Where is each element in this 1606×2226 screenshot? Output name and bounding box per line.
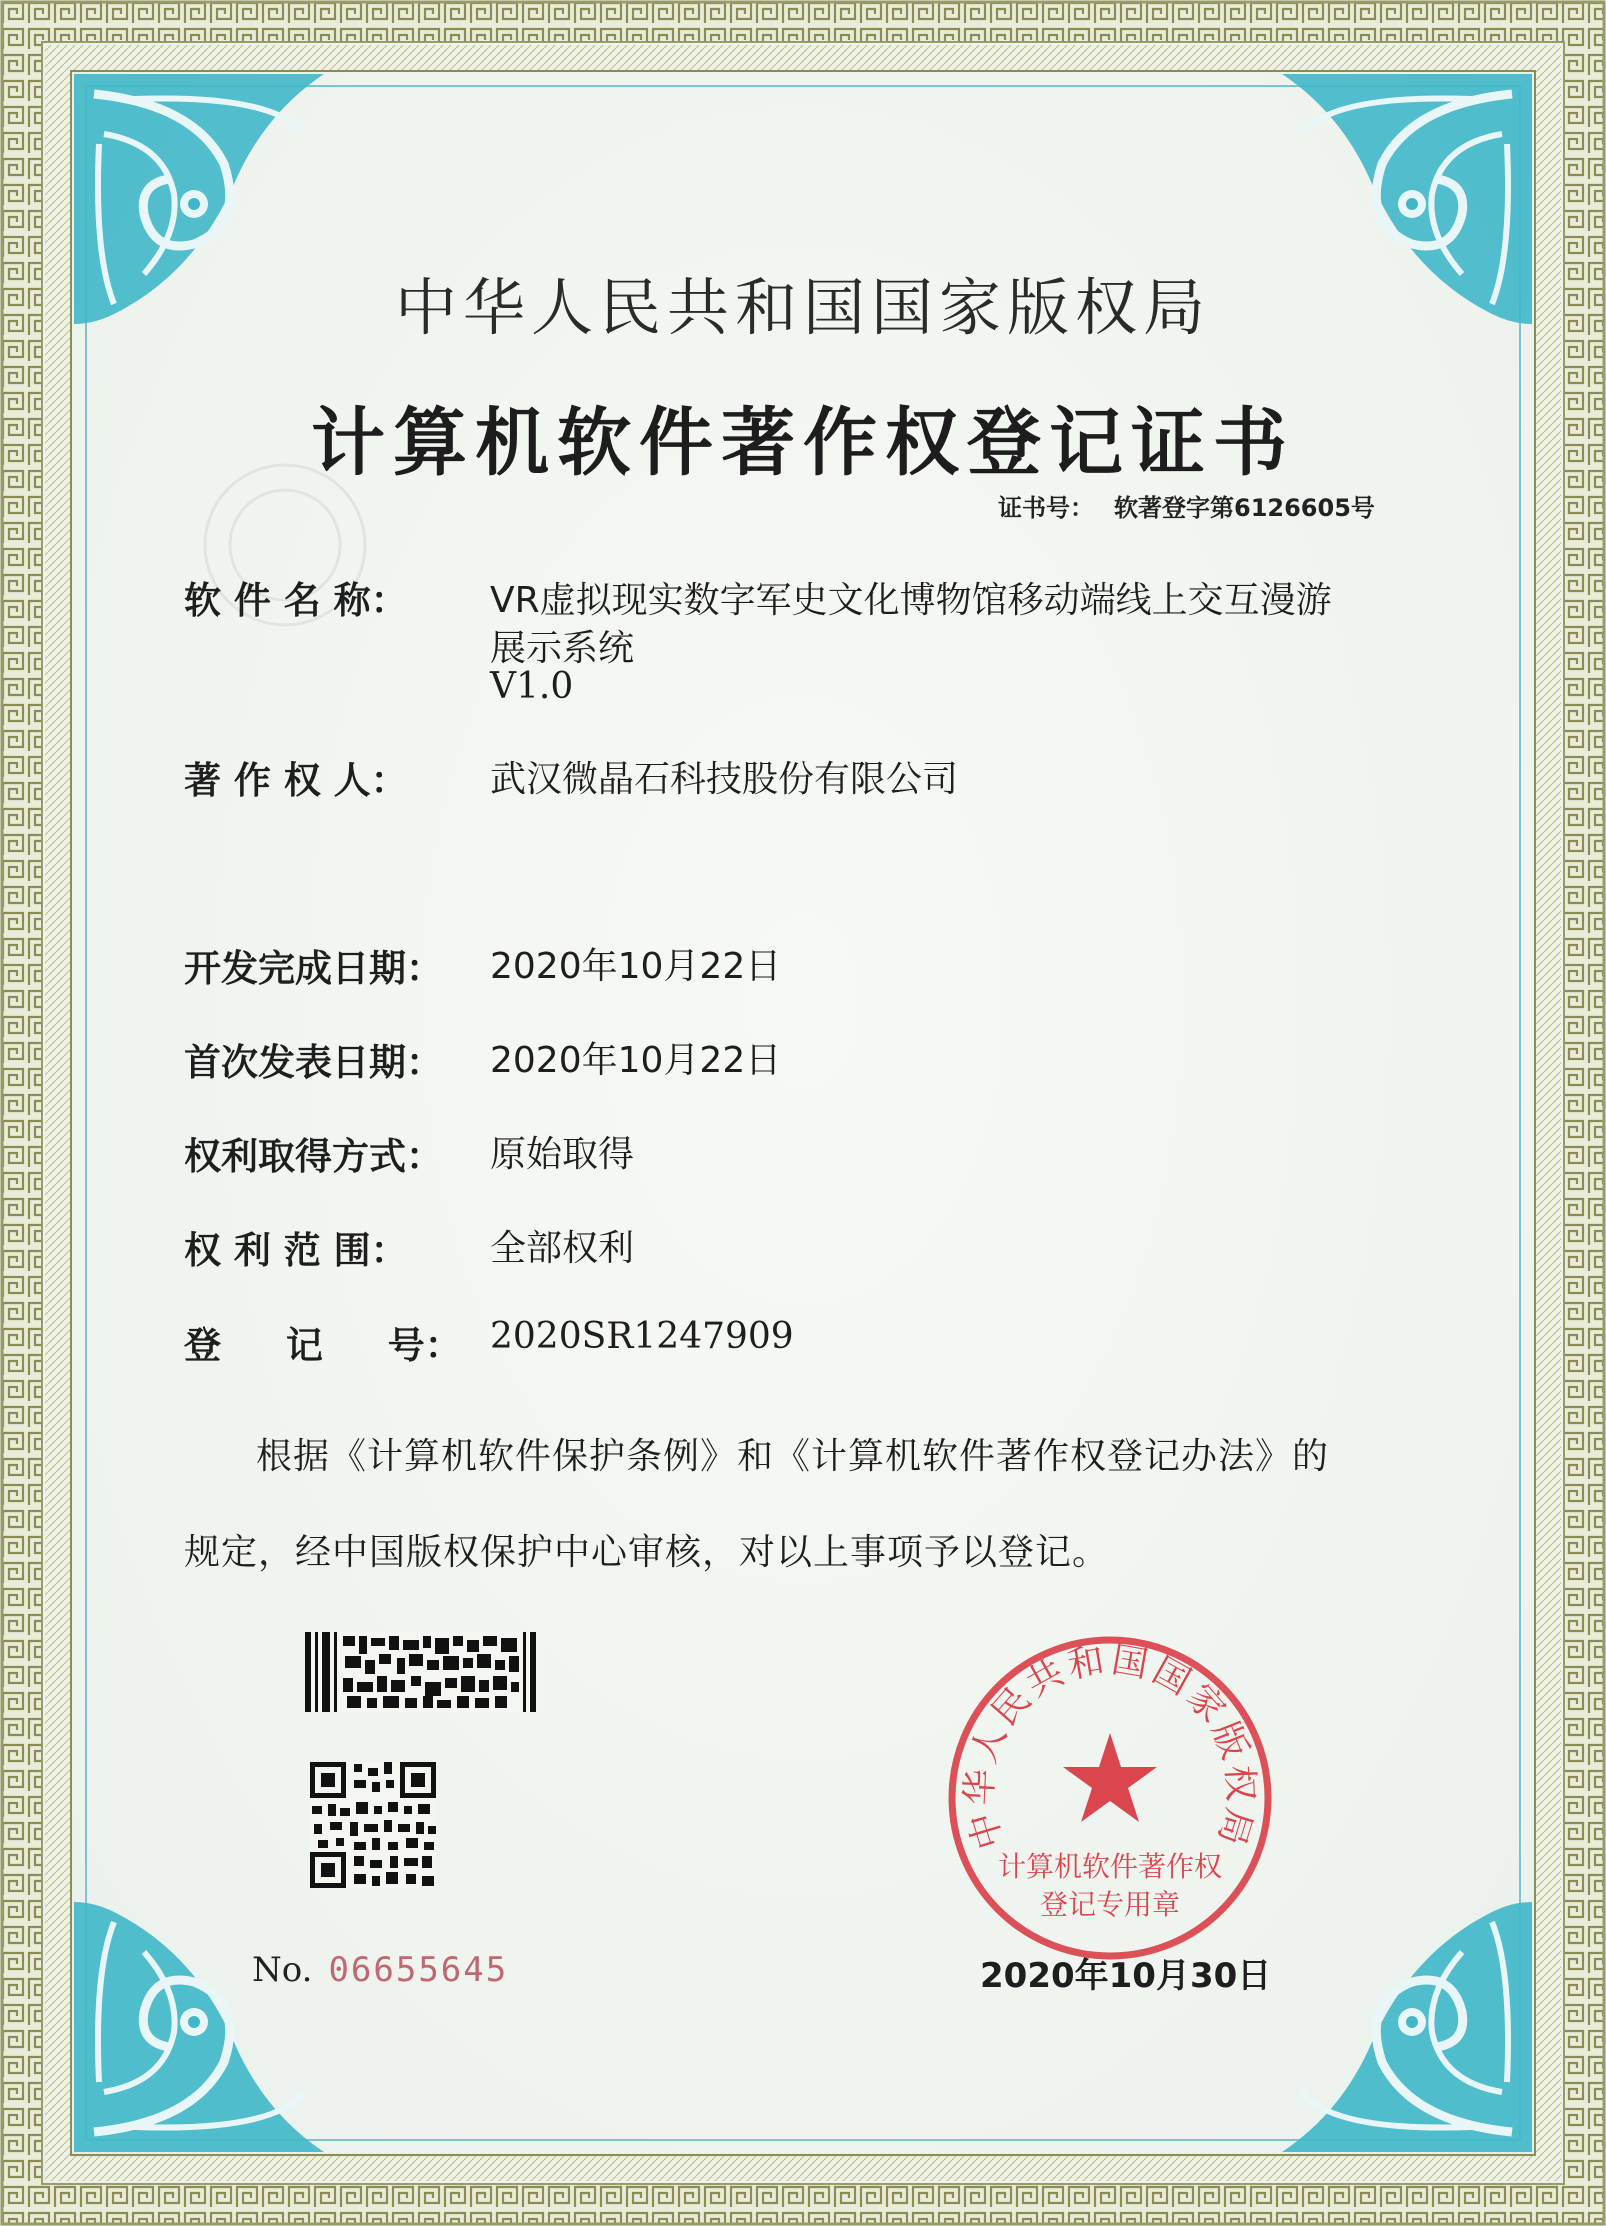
statement-line2: 规定，经中国版权保护中心审核，对以上事项予以登记。	[184, 1532, 1110, 1573]
seal-inner-line1: 计算机软件著作权	[997, 1850, 1223, 1883]
copyright-holder-value: 武汉微晶石科技股份有限公司	[490, 759, 959, 800]
serial-number-value: 06655645	[328, 1950, 509, 1990]
dev-completion-date-value: 2020年10月22日	[490, 946, 782, 987]
software-name-line2: 展示系统	[490, 628, 635, 669]
software-version: V1.0	[490, 666, 574, 707]
software-name-label: 软 件 名 称：	[184, 579, 408, 622]
copyright-holder-label: 著 作 权 人：	[184, 759, 408, 802]
statement-line1: 根据《计算机软件保护条例》和《计算机软件著作权登记办法》的	[256, 1436, 1330, 1477]
serial-prefix: No.	[252, 1950, 313, 1990]
acquisition-method-label: 权利取得方式：	[184, 1135, 443, 1178]
star-icon	[1063, 1733, 1157, 1822]
registration-no-value: 2020SR1247909	[490, 1316, 794, 1357]
issue-date: 2020年10月30日	[980, 1956, 1272, 1996]
first-publication-date-value: 2020年10月22日	[490, 1040, 782, 1081]
first-publication-date-label: 首次发表日期：	[184, 1041, 443, 1084]
rights-scope-label: 权 利 范 围：	[184, 1229, 408, 1272]
serial-number	[252, 1950, 508, 1990]
acquisition-method-value: 原始取得	[490, 1134, 635, 1175]
seal-inner-line2: 登记专用章	[1039, 1888, 1181, 1921]
dev-completion-date-label: 开发完成日期：	[184, 947, 443, 990]
certificate-title: 计算机软件著作权登记证书	[311, 400, 1295, 486]
certificate-number	[998, 488, 1395, 523]
issuing-authority: 中华人民共和国国家版权局	[394, 271, 1211, 344]
registration-no-label: 登 记 号：	[184, 1324, 462, 1367]
official-seal	[940, 1628, 1280, 1968]
barcode	[305, 1632, 541, 1712]
certificate-number-value: 软著登字第6126605号	[1114, 494, 1375, 522]
qr-code	[310, 1762, 436, 1888]
rights-scope-value: 全部权利	[490, 1228, 635, 1269]
certificate-number-label: 证书号：	[998, 494, 1094, 522]
seal-ring-text: 中华人民共和国国家版权局	[959, 1639, 1261, 1854]
software-name-line1: VR虚拟现实数字军史文化博物馆移动端线上交互漫游	[490, 580, 1332, 621]
